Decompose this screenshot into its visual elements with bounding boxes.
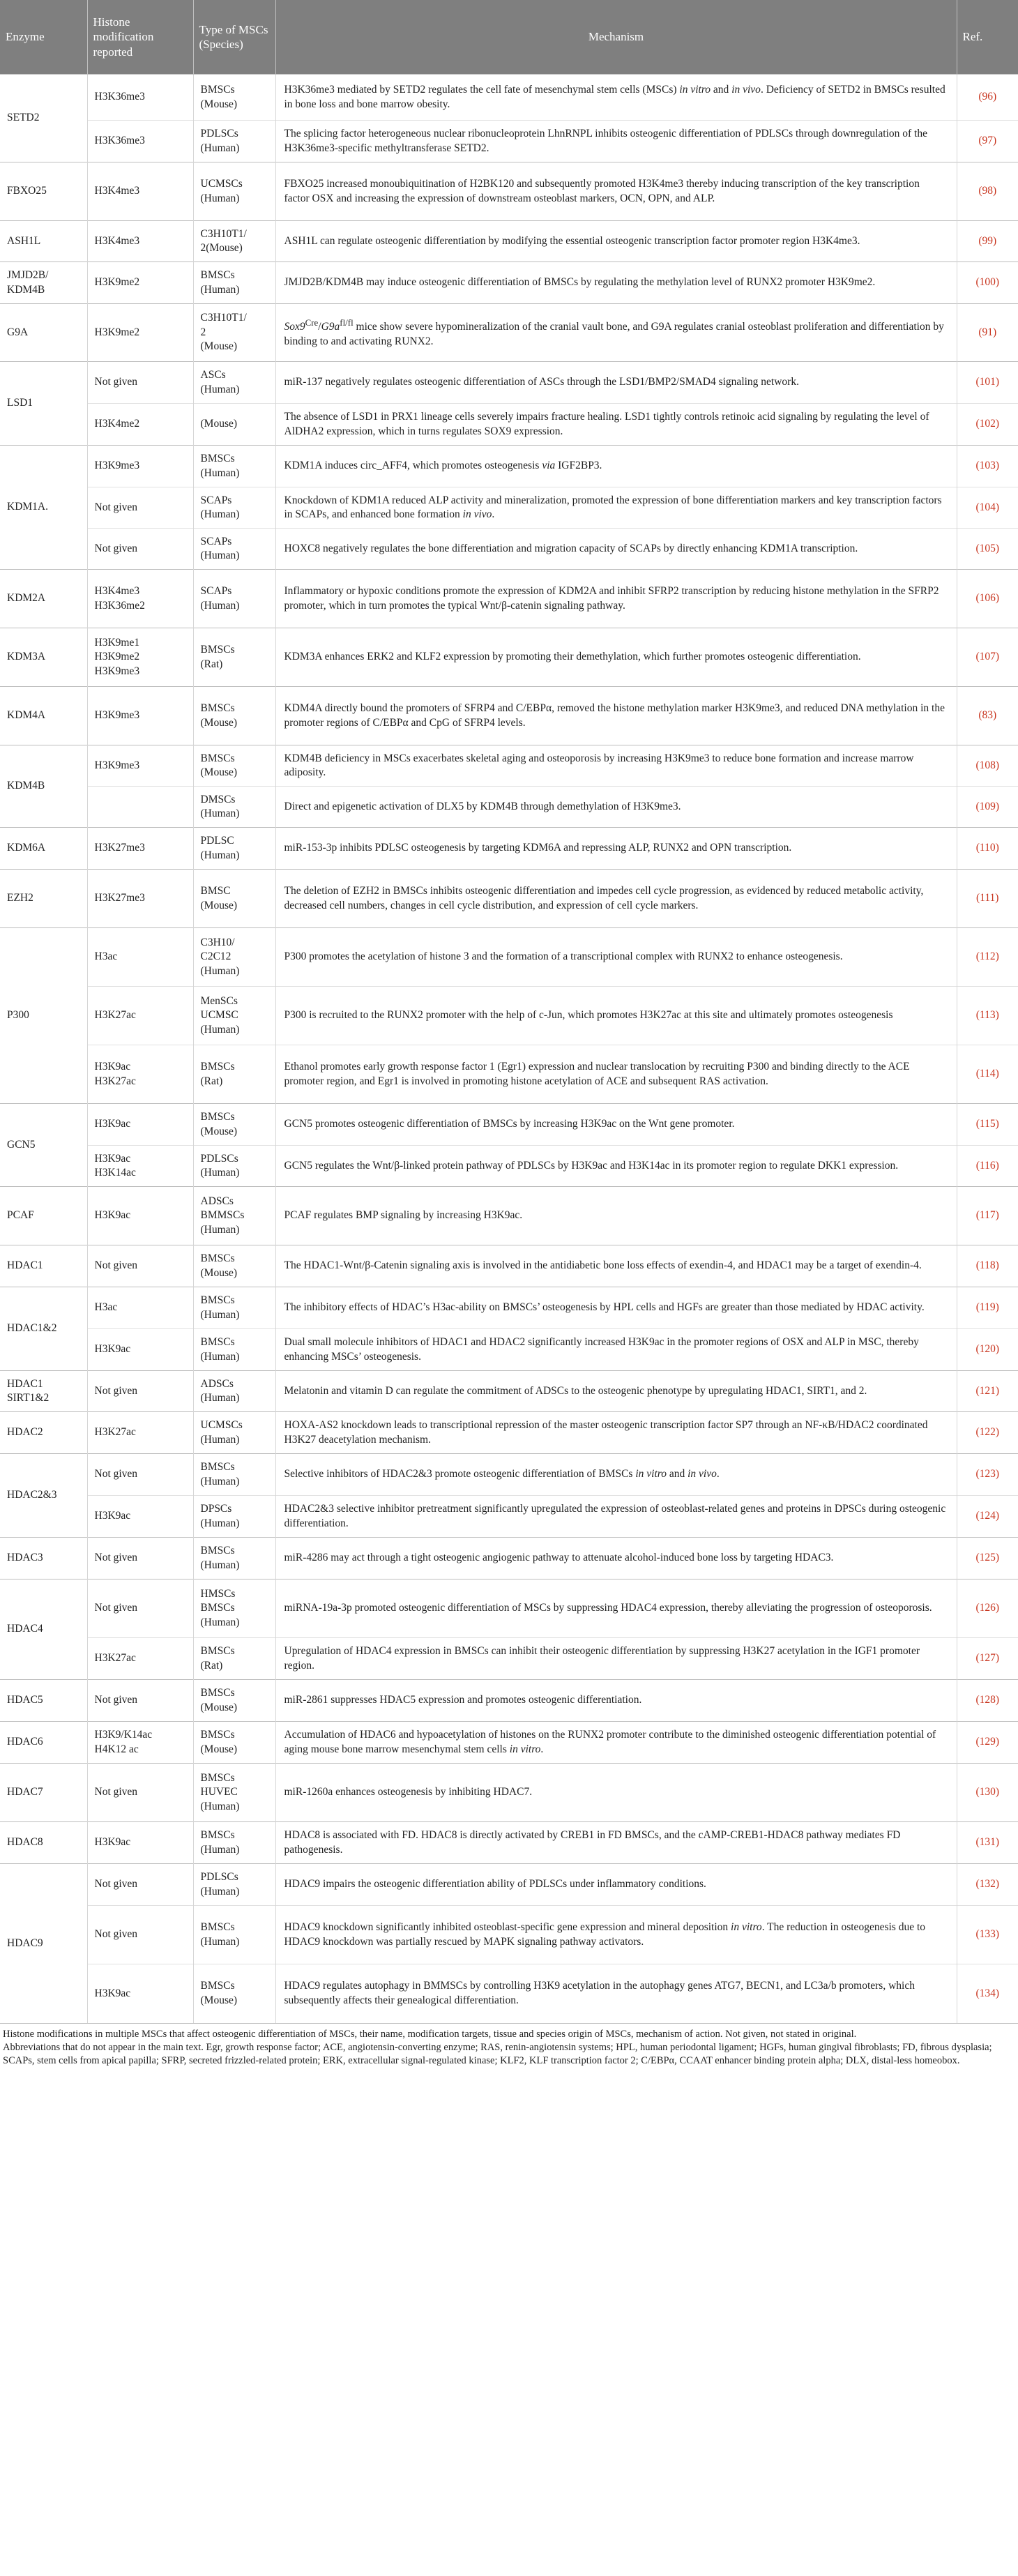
reference-cell[interactable]: (114) [957, 1045, 1018, 1104]
msc-type-cell: BMSCs (Human) [193, 1287, 275, 1329]
table-row [0, 304, 1018, 362]
enzyme-cell: HDAC4 [0, 1579, 87, 1680]
enzyme-cell: HDAC5 [0, 1680, 87, 1722]
msc-type-cell: BMSCs (Human) [193, 1454, 275, 1496]
enzyme-cell: P300 [0, 928, 87, 1104]
reference-number[interactable]: 99 [982, 234, 993, 247]
enzyme-cell: KDM3A [0, 628, 87, 687]
reference-number[interactable]: 129 [979, 1736, 996, 1748]
reference-number[interactable]: 103 [979, 460, 996, 472]
histone-modification-cell: H3K27ac [87, 1412, 193, 1454]
footnote-description: Histone modifications in multiple MSCs that affect osteogenic differentiation of MSCs, their name, modification targets, tissue and species origin of MSCs, mechanism of action. Not given, not stated in original. [3, 2028, 857, 2040]
reference-cell[interactable]: (96) [957, 75, 1018, 121]
msc-type-cell: MenSCs UCMSC (Human) [193, 987, 275, 1045]
mechanism-cell: $Sox9^{Cre}/G9a^{fl/fl}$ mice show severe hypomineralization of the cranial vault bone, and G9A regulates cranial osteoblast proliferation and differentiation by binding to and activating RUNX2. [275, 304, 957, 362]
msc-type-cell: BMSCs (Rat) [193, 1045, 275, 1104]
histone-modification-cell: H3K9me3 [87, 745, 193, 787]
enzyme-cell: GCN5 [0, 1104, 87, 1187]
mechanism-cell: Upregulation of HDAC4 expression in BMSCs can inhibit their osteogenic differentiation by suppressing H3K27 acetylation in the IGF1 promoter region. [275, 1638, 957, 1680]
mechanism-cell: The HDAC1-Wnt/β-Catenin signaling axis is involved in the antidiabetic bone loss effects of exendin-4, and HDAC1 may be a target of exendin-4. [275, 1245, 957, 1287]
table-row [0, 121, 1018, 162]
reference-cell[interactable]: (134) [957, 1964, 1018, 2023]
enzyme-cell: KDM1A. [0, 446, 87, 570]
mechanism-cell: H3K36me3 mediated by SETD2 regulates the cell fate of mesenchymal stem cells (MSCs) in vitro and in vivo. Deficiency of SETD2 in BMSCs resulted in bone loss and bone marrow obesity. [275, 75, 957, 121]
reference-number[interactable]: 83 [982, 709, 993, 722]
msc-type-cell: BMSCs (Human) [193, 1538, 275, 1579]
enzyme-cell: HDAC9 [0, 1864, 87, 2023]
mechanism-cell: Selective inhibitors of HDAC2&3 promote osteogenic differentiation of BMSCs in vitro and in vivo. [275, 1454, 957, 1496]
reference-cell[interactable]: (128) [957, 1680, 1018, 1722]
reference-number[interactable]: 109 [979, 800, 996, 812]
table-row [0, 1638, 1018, 1680]
msc-type-cell: DMSCs (Human) [193, 787, 275, 828]
mechanism-cell: Direct and epigenetic activation of DLX5 by KDM4B through demethylation of H3K9me3. [275, 787, 957, 828]
mechanism-cell: P300 promotes the acetylation of histone 3 and the formation of a transcriptional complex with RUNX2 to enhance osteogenesis. [275, 928, 957, 987]
reference-number[interactable]: 121 [979, 1384, 996, 1397]
reference-number[interactable]: 116 [979, 1159, 996, 1172]
mechanism-cell: The deletion of EZH2 in BMSCs inhibits osteogenic differentiation and impedes cell cycle progression, as evidenced by reduced metabolic activity, decreased cell numbers, changes in cell cycle distribution, and expression of cell cycle markers. [275, 870, 957, 928]
histone-modification-cell: H3K4me3 H3K36me2 [87, 570, 193, 628]
msc-type-cell: BMSCs (Human) [193, 1329, 275, 1371]
reference-cell[interactable]: (113) [957, 987, 1018, 1045]
histone-modification-cell: H3K9ac [87, 1496, 193, 1538]
histone-modification-cell: Not given [87, 1245, 193, 1287]
msc-type-cell: HMSCs BMSCs (Human) [193, 1579, 275, 1638]
histone-modification-cell: H3K27ac [87, 987, 193, 1045]
mechanism-cell: HOXA-AS2 knockdown leads to transcriptional repression of the master osteogenic transcription factor SP7 through an NF-κB/HDAC2 coordinated H3K27 deacetylation mechanism. [275, 1412, 957, 1454]
table-row [0, 1496, 1018, 1538]
table-row [0, 987, 1018, 1045]
msc-type-cell: PDLSCs (Human) [193, 1146, 275, 1187]
reference-cell[interactable]: (124) [957, 1496, 1018, 1538]
histone-modification-cell: Not given [87, 1538, 193, 1579]
mechanism-cell: Ethanol promotes early growth response factor 1 (Egr1) expression and nuclear translocation by recruiting P300 and binding directly to the ACE promoter region, and Egr1 is involved in promoting histone acetylation of ACE and subsequent RAS activation. [275, 1045, 957, 1104]
msc-type-cell: SCAPs (Human) [193, 529, 275, 570]
reference-cell[interactable]: (107) [957, 628, 1018, 687]
reference-cell[interactable]: (98) [957, 162, 1018, 221]
table-row [0, 1329, 1018, 1371]
table-row [0, 1722, 1018, 1764]
msc-type-cell: ADSCs (Human) [193, 1371, 275, 1412]
mechanism-cell: Knockdown of KDM1A reduced ALP activity and mineralization, promoted the expression of bone differentiation markers and key transcription factors in SCAPs, and enhanced bone formation in vivo. [275, 487, 957, 529]
table-row [0, 529, 1018, 570]
table-row [0, 487, 1018, 529]
reference-number[interactable]: 119 [979, 1301, 996, 1314]
reference-cell[interactable]: (131) [957, 1822, 1018, 1864]
histone-modification-cell: Not given [87, 1864, 193, 1906]
msc-type-cell: C3H10/ C2C12 (Human) [193, 928, 275, 987]
table-row [0, 1864, 1018, 1906]
mechanism-cell: GCN5 regulates the Wnt/β-linked protein pathway of PDLSCs by H3K9ac and H3K14ac in its promoter region to regulate DKK1 expression. [275, 1146, 957, 1187]
table-row [0, 1454, 1018, 1496]
reference-number[interactable]: 122 [979, 1426, 996, 1439]
header-mechanism: Mechanism [275, 0, 957, 75]
histone-modification-cell: Not given [87, 1371, 193, 1412]
mechanism-cell: HDAC2&3 selective inhibitor pretreatment significantly upregulated the expression of osteoblast-related genes and proteins in DPSCs during osteogenic differentiation. [275, 1496, 957, 1538]
mechanism-cell: HDAC8 is associated with FD. HDAC8 is directly activated by CREB1 in FD BMSCs, and the cAMP-CREB1-HDAC8 pathway mediates FD pathogenesis. [275, 1822, 957, 1864]
msc-type-cell: PDLSCs (Human) [193, 1864, 275, 1906]
header-msc-type: Type of MSCs (Species) [193, 0, 275, 75]
table-row [0, 262, 1018, 304]
header-histone-modification: Histone modification reported [87, 0, 193, 75]
table-row [0, 362, 1018, 404]
reference-cell[interactable]: (129) [957, 1722, 1018, 1764]
reference-cell[interactable]: (119) [957, 1287, 1018, 1329]
table-row [0, 1287, 1018, 1329]
reference-cell[interactable]: (130) [957, 1764, 1018, 1822]
mechanism-cell: miR-137 negatively regulates osteogenic differentiation of ASCs through the LSD1/BMP2/SMAD4 signaling network. [275, 362, 957, 404]
msc-type-cell: BMSCs (Mouse) [193, 1964, 275, 2023]
table-row [0, 928, 1018, 987]
mechanism-cell: Inflammatory or hypoxic conditions promote the expression of KDM2A and inhibit SFRP2 transcription by reducing histone methylation in the SFRP2 promoter, which in turn promotes the typical Wnt/β-catenin signaling pathway. [275, 570, 957, 628]
histone-modification-cell: H3K9me3 [87, 687, 193, 745]
msc-type-cell: BMSCs (Mouse) [193, 1680, 275, 1722]
histone-modification-cell: H3ac [87, 928, 193, 987]
table-row [0, 75, 1018, 121]
msc-type-cell: BMSCs (Human) [193, 446, 275, 487]
mechanism-cell: KDM4A directly bound the promoters of SFRP4 and C/EBPα, removed the histone methylation marker H3K9me3, and reduced DNA methylation in the promoter regions of C/EBPα and CpG of SFRP4 levels. [275, 687, 957, 745]
table-row [0, 1822, 1018, 1864]
reference-cell[interactable]: (118) [957, 1245, 1018, 1287]
histone-modification-cell: Not given [87, 362, 193, 404]
footnote-abbreviations: Abbreviations that do not appear in the main text. Egr, growth response factor; ACE, angiotensin-converting enzyme; RAS, renin-angiotensin systems; HPL, human periodontal ligament; HGFs, human gingival fibroblasts; FD, fibrous dysplasia; SCAPs, stem cells from apical papilla; SFRP, secreted frizzled-related protein; ERK, extracellular signal-regulated kinase; KLF2, KLF transcription factor 2; C/EBPα, CCAAT enhancer binding protein alpha; DLX, distal-less homeobox. [3, 2041, 992, 2067]
histone-modification-cell: H3ac [87, 1287, 193, 1329]
reference-cell[interactable]: (103) [957, 446, 1018, 487]
histone-modification-cell: H3K9ac H3K27ac [87, 1045, 193, 1104]
reference-number[interactable]: 112 [979, 950, 996, 963]
reference-number[interactable]: 101 [979, 376, 996, 388]
enzyme-cell: HDAC1 SIRT1&2 [0, 1371, 87, 1412]
msc-type-cell: BMSCs (Human) [193, 1906, 275, 1964]
mechanism-cell: miR-1260a enhances osteogenesis by inhibiting HDAC7. [275, 1764, 957, 1822]
mechanism-cell: Melatonin and vitamin D can regulate the commitment of ADSCs to the osteogenic phenotype by upregulating HDAC1, SIRT1, and 2. [275, 1371, 957, 1412]
msc-type-cell: PDLSC (Human) [193, 828, 275, 870]
histone-modification-cell: Not given [87, 1906, 193, 1964]
reference-cell[interactable]: (91) [957, 304, 1018, 362]
histone-modification-cell: H3K4me2 [87, 404, 193, 446]
reference-number[interactable]: 105 [979, 542, 996, 554]
msc-type-cell: BMSCs (Human) [193, 1822, 275, 1864]
table-row [0, 1906, 1018, 1964]
enzyme-cell: KDM6A [0, 828, 87, 870]
reference-number[interactable]: 97 [982, 135, 993, 147]
reference-number[interactable]: 128 [979, 1694, 996, 1706]
mechanism-cell: KDM4B deficiency in MSCs exacerbates skeletal aging and osteoporosis by increasing H3K9me3 to reduce bone formation and increase marrow adiposity. [275, 745, 957, 787]
reference-number[interactable]: 130 [979, 1786, 996, 1798]
reference-number[interactable]: 124 [979, 1510, 996, 1522]
table-footnote [0, 2023, 1018, 2068]
reference-number[interactable]: 132 [979, 1878, 996, 1891]
table-row [0, 870, 1018, 928]
mechanism-cell: miR-153-3p inhibits PDLSC osteogenesis by targeting KDM6A and repressing ALP, RUNX2 and OPN transcription. [275, 828, 957, 870]
msc-type-cell: C3H10T1/ 2(Mouse) [193, 221, 275, 262]
mechanism-cell: HDAC9 impairs the osteogenic differentiation ability of PDLSCs under inflammatory conditions. [275, 1864, 957, 1906]
reference-number[interactable]: 110 [979, 842, 996, 854]
reference-cell[interactable]: (123) [957, 1454, 1018, 1496]
enzyme-cell: HDAC3 [0, 1538, 87, 1579]
mechanism-cell: miR-4286 may act through a tight osteogenic angiogenic pathway to attenuate alcohol-induced bone loss by targeting HDAC3. [275, 1538, 957, 1579]
reference-cell[interactable]: (83) [957, 687, 1018, 745]
reference-number[interactable]: 126 [979, 1602, 996, 1614]
reference-number[interactable]: 125 [979, 1552, 996, 1564]
reference-number[interactable]: 114 [979, 1068, 996, 1080]
mechanism-cell: Dual small molecule inhibitors of HDAC1 and HDAC2 significantly increased H3K9ac in the promoter regions of OSX and ALP in MSC, thereby enhancing MSCs’ osteogenesis. [275, 1329, 957, 1371]
table-row [0, 1964, 1018, 2023]
mechanism-cell: PCAF regulates BMP signaling by increasing H3K9ac. [275, 1187, 957, 1245]
mechanism-cell: HOXC8 negatively regulates the bone differentiation and migration capacity of SCAPs by directly enhancing KDM1A transcription. [275, 529, 957, 570]
table-row [0, 1764, 1018, 1822]
reference-cell[interactable]: (102) [957, 404, 1018, 446]
table-row [0, 1412, 1018, 1454]
msc-type-cell: ADSCs BMMSCs (Human) [193, 1187, 275, 1245]
msc-type-cell: BMSC (Mouse) [193, 870, 275, 928]
reference-cell[interactable]: (109) [957, 787, 1018, 828]
reference-number[interactable]: 131 [979, 1836, 996, 1849]
msc-type-cell: SCAPs (Human) [193, 487, 275, 529]
enzyme-cell: HDAC1&2 [0, 1287, 87, 1371]
msc-type-cell: PDLSCs (Human) [193, 121, 275, 162]
mechanism-cell: KDM1A induces circ_AFF4, which promotes osteogenesis via IGF2BP3. [275, 446, 957, 487]
reference-cell[interactable]: (101) [957, 362, 1018, 404]
mechanism-cell: miR-2861 suppresses HDAC5 expression and promotes osteogenic differentiation. [275, 1680, 957, 1722]
histone-modification-cell: H3K9/K14ac H4K12 ac [87, 1722, 193, 1764]
reference-cell[interactable]: (99) [957, 221, 1018, 262]
msc-type-cell: C3H10T1/ 2 (Mouse) [193, 304, 275, 362]
msc-type-cell: BMSCs (Human) [193, 262, 275, 304]
table-row [0, 1104, 1018, 1146]
table-row [0, 446, 1018, 487]
msc-type-cell: UCMSCs (Human) [193, 162, 275, 221]
reference-number[interactable]: 106 [979, 592, 996, 605]
mechanism-cell: The absence of LSD1 in PRX1 lineage cells severely impairs fracture healing. LSD1 tightly controls retinoic acid signaling by regulating the level of AlDHA2 expression, which in turns regulates SOX9 expression. [275, 404, 957, 446]
table-row [0, 1538, 1018, 1579]
histone-modification-cell: H3K27me3 [87, 870, 193, 928]
histone-modification-cell: Not given [87, 529, 193, 570]
msc-type-cell: DPSCs (Human) [193, 1496, 275, 1538]
table-row [0, 570, 1018, 628]
table-row [0, 1187, 1018, 1245]
reference-cell[interactable]: (132) [957, 1864, 1018, 1906]
reference-cell[interactable]: (127) [957, 1638, 1018, 1680]
mechanism-cell: ASH1L can regulate osteogenic differentiation by modifying the essential osteogenic transcription factor promoter region H3K4me3. [275, 221, 957, 262]
reference-number[interactable]: 123 [979, 1468, 996, 1480]
msc-type-cell: UCMSCs (Human) [193, 1412, 275, 1454]
enzyme-cell: KDM4A [0, 687, 87, 745]
histone-modification-cell [87, 787, 193, 828]
mechanism-cell: The splicing factor heterogeneous nuclear ribonucleoprotein LhnRNPL inhibits osteogenic differentiation of PDLSCs through downregulation of the H3K36me3-specific methyltransferase SETD2. [275, 121, 957, 162]
enzyme-cell: HDAC7 [0, 1764, 87, 1822]
histone-modification-cell: H3K36me3 [87, 121, 193, 162]
reference-number[interactable]: 100 [979, 276, 996, 289]
reference-number[interactable]: 96 [982, 91, 993, 103]
histone-modification-cell: H3K9ac [87, 1187, 193, 1245]
enzyme-cell: PCAF [0, 1187, 87, 1245]
table-row [0, 162, 1018, 221]
reference-number[interactable]: 118 [979, 1259, 996, 1272]
mechanism-cell: The inhibitory effects of HDAC’s H3ac-ability on BMSCs’ osteogenesis by HPL cells and HGFs are greater than those mediated by HDAC activity. [275, 1287, 957, 1329]
enzyme-cell: LSD1 [0, 362, 87, 446]
reference-number[interactable]: 133 [979, 1928, 996, 1941]
histone-modification-cell: H3K9me3 [87, 446, 193, 487]
reference-cell[interactable]: (108) [957, 745, 1018, 787]
msc-type-cell: ASCs (Human) [193, 362, 275, 404]
histone-modification-cell: H3K9me1 H3K9me2 H3K9me3 [87, 628, 193, 687]
histone-modification-cell: H3K4me3 [87, 221, 193, 262]
histone-modification-cell: H3K9ac H3K14ac [87, 1146, 193, 1187]
mechanism-cell: FBXO25 increased monoubiquitination of H2BK120 and subsequently promoted H3K4me3 thereby inducing transcription of the key transcription factor OSX and increasing the expression of downstream osteoblast markers, OCN, OPN, and ALP. [275, 162, 957, 221]
histone-modification-cell: H3K9ac [87, 1329, 193, 1371]
reference-cell[interactable]: (97) [957, 121, 1018, 162]
table-row [0, 745, 1018, 787]
msc-type-cell: BMSCs (Mouse) [193, 1104, 275, 1146]
reference-number[interactable]: 113 [979, 1009, 996, 1022]
histone-modification-cell: H3K9ac [87, 1822, 193, 1864]
reference-number[interactable]: 107 [979, 651, 996, 663]
enzyme-cell: HDAC6 [0, 1722, 87, 1764]
table-row [0, 1146, 1018, 1187]
reference-cell[interactable]: (133) [957, 1906, 1018, 1964]
reference-cell[interactable]: (111) [957, 870, 1018, 928]
table-body [0, 75, 1018, 2023]
reference-number[interactable]: 91 [982, 326, 993, 338]
histone-modification-cell: Not given [87, 1579, 193, 1638]
mechanism-cell: miRNA-19a-3p promoted osteogenic differentiation of MSCs by suppressing HDAC4 expression, thereby alleviating the progression of osteoporosis. [275, 1579, 957, 1638]
reference-cell[interactable]: (100) [957, 262, 1018, 304]
table-row [0, 221, 1018, 262]
enzyme-cell: EZH2 [0, 870, 87, 928]
mechanism-cell: GCN5 promotes osteogenic differentiation of BMSCs by increasing H3K9ac on the Wnt gene promoter. [275, 1104, 957, 1146]
table-row [0, 687, 1018, 745]
reference-number[interactable]: 117 [979, 1209, 996, 1222]
reference-number[interactable]: 127 [979, 1652, 996, 1665]
reference-number[interactable]: 120 [979, 1343, 996, 1356]
reference-cell[interactable]: (116) [957, 1146, 1018, 1187]
reference-number[interactable]: 98 [982, 185, 993, 197]
msc-type-cell: BMSCs (Rat) [193, 628, 275, 687]
header-ref: Ref. [957, 0, 1018, 75]
enzyme-cell: HDAC1 [0, 1245, 87, 1287]
table-row [0, 1680, 1018, 1722]
histone-modification-cell: H3K9me2 [87, 304, 193, 362]
enzyme-cell: HDAC2 [0, 1412, 87, 1454]
msc-type-cell: SCAPs (Human) [193, 570, 275, 628]
msc-type-cell: BMSCs (Mouse) [193, 75, 275, 121]
reference-cell[interactable]: (121) [957, 1371, 1018, 1412]
enzyme-cell: HDAC8 [0, 1822, 87, 1864]
reference-cell[interactable]: (112) [957, 928, 1018, 987]
table-row [0, 787, 1018, 828]
histone-modification-cell: Not given [87, 1454, 193, 1496]
reference-cell[interactable]: (105) [957, 529, 1018, 570]
table-header-row [0, 0, 1018, 75]
table-row [0, 828, 1018, 870]
enzyme-cell: KDM2A [0, 570, 87, 628]
histone-modification-cell: H3K27me3 [87, 828, 193, 870]
msc-type-cell: BMSCs (Rat) [193, 1638, 275, 1680]
histone-modification-cell: H3K27ac [87, 1638, 193, 1680]
mechanism-cell: P300 is recruited to the RUNX2 promoter with the help of c-Jun, which promotes H3K27ac at this site and ultimately promotes osteogenesis [275, 987, 957, 1045]
histone-modification-cell: H3K9ac [87, 1104, 193, 1146]
msc-type-cell: (Mouse) [193, 404, 275, 446]
enzyme-cell: SETD2 [0, 75, 87, 162]
table-row [0, 1579, 1018, 1638]
mechanism-cell: JMJD2B/KDM4B may induce osteogenic differentiation of BMSCs by regulating the methylation level of RUNX2 promoter H3K9me2. [275, 262, 957, 304]
histone-modification-cell: Not given [87, 1680, 193, 1722]
enzyme-cell: JMJD2B/ KDM4B [0, 262, 87, 304]
reference-cell[interactable]: (125) [957, 1538, 1018, 1579]
reference-number[interactable]: 102 [979, 418, 996, 430]
reference-cell[interactable]: (126) [957, 1579, 1018, 1638]
enzyme-cell: FBXO25 [0, 162, 87, 221]
reference-cell[interactable]: (122) [957, 1412, 1018, 1454]
msc-type-cell: BMSCs (Mouse) [193, 687, 275, 745]
msc-type-cell: BMSCs HUVEC (Human) [193, 1764, 275, 1822]
reference-cell[interactable]: (110) [957, 828, 1018, 870]
reference-number[interactable]: 115 [979, 1118, 996, 1130]
reference-cell[interactable]: (106) [957, 570, 1018, 628]
histone-modification-cell: Not given [87, 1764, 193, 1822]
enzyme-cell: G9A [0, 304, 87, 362]
histone-modification-cell: H3K9ac [87, 1964, 193, 2023]
reference-cell[interactable]: (117) [957, 1187, 1018, 1245]
msc-type-cell: BMSCs (Mouse) [193, 745, 275, 787]
histone-modification-cell: H3K4me3 [87, 162, 193, 221]
header-enzyme: Enzyme [0, 0, 87, 75]
reference-number[interactable]: 108 [979, 759, 996, 771]
mechanism-cell: Accumulation of HDAC6 and hypoacetylation of histones on the RUNX2 promoter contribute to the diminished osteogenic differentiation potential of aging mouse bone marrow mesenchymal stem cells in vitro. [275, 1722, 957, 1764]
enzyme-cell: KDM4B [0, 745, 87, 828]
histone-modification-cell: H3K36me3 [87, 75, 193, 121]
histone-modification-cell: Not given [87, 487, 193, 529]
enzyme-cell: HDAC2&3 [0, 1454, 87, 1538]
reference-cell[interactable]: (104) [957, 487, 1018, 529]
reference-number[interactable]: 111 [980, 892, 996, 904]
table-row [0, 404, 1018, 446]
enzyme-cell: ASH1L [0, 221, 87, 262]
reference-cell[interactable]: (120) [957, 1329, 1018, 1371]
mechanism-cell: HDAC9 knockdown significantly inhibited osteoblast-specific gene expression and mineral deposition in vitro. The reduction in osteogenesis due to HDAC9 knockdown was partially rescued by MAPK signaling pathway activators. [275, 1906, 957, 1964]
mechanism-cell: KDM3A enhances ERK2 and KLF2 expression by promoting their demethylation, which further promotes osteogenic differentiation. [275, 628, 957, 687]
mechanism-cell: HDAC9 regulates autophagy in BMMSCs by controlling H3K9 acetylation in the autophagy genes ATG7, BECN1, and LC3a/b promoters, which subsequently affects their genealogical differentiation. [275, 1964, 957, 2023]
reference-number[interactable]: 134 [979, 1987, 996, 1999]
table-row [0, 1371, 1018, 1412]
table-row [0, 1245, 1018, 1287]
table-row [0, 628, 1018, 687]
reference-number[interactable]: 104 [979, 501, 996, 513]
msc-type-cell: BMSCs (Mouse) [193, 1722, 275, 1764]
msc-type-cell: BMSCs (Mouse) [193, 1245, 275, 1287]
histone-modification-cell: H3K9me2 [87, 262, 193, 304]
table-row [0, 1045, 1018, 1104]
reference-cell[interactable]: (115) [957, 1104, 1018, 1146]
